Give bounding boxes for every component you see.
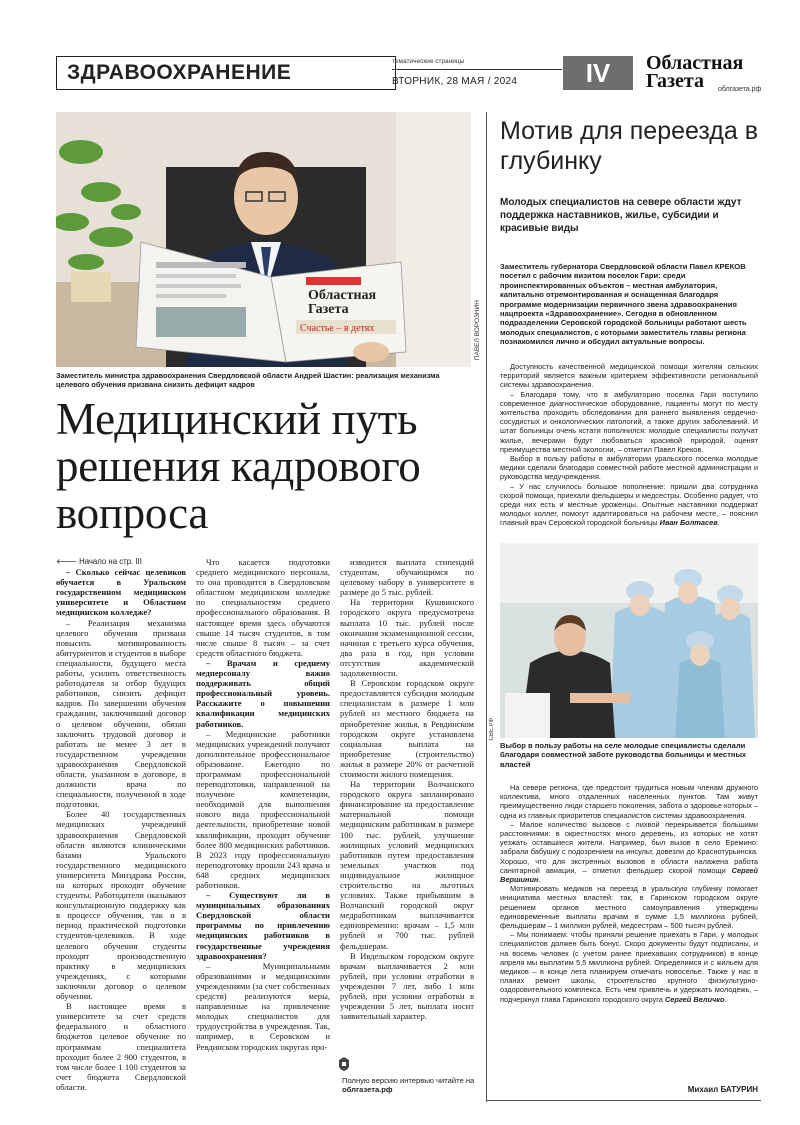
side-body1-p3: – У нас случилось большое пополнение: пришли два сотрудника скорой помощи, приехали фельдшеры и медсестры. Особенно радует, что среди них есть и местные уроженцы. Опытные наставники поддержат молодых коллег, помогут адаптироваться на рабочем месте, – пояснил главный врач Серовской городской больницы Иван Болтасев.: [500, 481, 758, 528]
col2-paragraph: Что касается подготовки среднего медицинского персонала, то она проводится в Свердловском областном медицинском колледже по специальностям среднего профессионального образования. В настоящее время здесь обучаются свыше 14 тысяч студентов, в том числе свыше 8 тысяч – за счет средств областного бюджета.: [196, 557, 330, 658]
col3-paragraph: В Ивдельском городском округе врачам выплачивается 2 млн рублей, при условии отработки в учреждении 7 лет, либо 1 млн рублей, при условии отработки в учреждении 5 лет, выплата носит заявительный характер.: [340, 950, 474, 1022]
col3-paragraph: В Серовском городском округе предоставляется субсидия молодым специалистам в размере 1 млн рублей из местного бюджета на приобретение жилья, в Ревдинском городском округе установлена социальная выплата на приобретение (строительство) жилья в размере 20% от расчетной стоимости жилого помещения.: [340, 678, 474, 779]
logo-site: облгазета.рф: [718, 86, 762, 93]
side-body1-p0: Доступность качественной медицинской помощи жителям сельских территорий является важным критерием эффективности региональной системы здравоохранения.: [500, 362, 758, 390]
col2-paragraph: – Муниципальными образованиями и медицинскими учреждениями (за счет собственных средств) реализуются меры, направленные на привлечение молодых специалистов для трудоустройства в учреждения. Так, например, в Серовском и Ревдинском городских округах про-: [196, 960, 330, 1052]
column-1-body: [56, 567, 186, 1092]
side-body2-p2: Мотивировать медиков на переезд в уральскую глубинку помогает инициатива местных властей: так, в Гаринском городском округе решением органов местного самоуправления утверждены единовременные выплаты врачам в сумме 1,5 миллиона рублей, фельдшерам – 1 миллион рублей, медсестрам – 500 тысяч рублей.: [500, 884, 758, 931]
col3-paragraph: изводится выплата стипендий студентам, обучающимся по целевому набору в университете в размере до 5 тыс. рублей.: [340, 557, 474, 598]
right-column-border-bottom: [486, 1100, 761, 1101]
newspaper-title-line1: Областная: [308, 288, 377, 303]
col1-paragraph: – Реализация механизма целевого обучения призвана повысить мотивированность абитуриентов и студентов в выборе специальности, будущего места работы, усилить ответственность работодателя за отбор будущих работников, снизить дефицит кадров. По завершении обучения гражданин, заключивший договор о целевом обучении, обязан заключить трудовой договор и работать не менее 3 лет в государственном учреждении здравоохранения Свердловской области, указанном в договоре, в должности врача по специальности, полученной в ходе подготовки.: [56, 617, 186, 810]
photo2-caption: Выбор в пользу работы на селе молодые специалисты сделали благодаря совместной заботе руководства больницы и местных властей: [500, 741, 747, 769]
region-emblem-icon: [338, 1057, 350, 1071]
photo-young-medics: [500, 543, 758, 738]
paramedic-name: Сергей Вершинин: [500, 865, 758, 885]
right-column-border: [486, 112, 487, 1102]
column-2-body: [196, 557, 330, 1052]
col2-paragraph: – Медицинские работники медицинских учреждений получают дополнительное профессиональное образование. Ежегодно по программам профессиональной переподготовки, направленной на получение компетенции, необходимой для выполнения нового вида профессиональной деятельности, приобретение новой квалификации, проходят обучение более 800 медицинских работников. В 2023 году профессиональную переподготовку прошли 243 врача и 648 средних медицинских работников.: [196, 728, 330, 890]
side-body2-p0: На севере региона, где предстоит трудиться новым членам дружного коллектива, много отдаленных населенных пунктов. Там живут преимущественно люди старшего поколения, забота о здоровье которых – одна из главных приоритетов специалистов системы здравоохранения.: [500, 783, 759, 820]
col1-paragraph: Более 40 государственных медицинских учреждений здравоохранения Свердловской области являются клиническими базами Уральского государственного медицинского университета Минздрава России, на которых проходят обучение студенты. Работодатели оказывают консультационную поддержку как в процессе обучения, так и в период практической подготовки студентов-целевиков. В ходе целевого обучения студенты проходят производственную практику в медицинских учреждениях, с которыми заключили договор о целевом обучении.: [56, 809, 186, 1002]
article-column-3: [340, 557, 474, 1021]
logo-line1: Областная: [646, 52, 744, 74]
newspaper-logo: [646, 54, 766, 90]
side-body1-p2: Выбор в пользу работы в амбулатории уральского поселка молодые медики сделали благодаря совместной работе местной администрации и руководства медучреждения.: [500, 454, 758, 482]
head-name: Сергей Величко: [664, 994, 725, 1004]
newspaper-headline: Счастье – в детях: [300, 323, 375, 334]
photo-deputy-minister-illustration: [56, 112, 471, 367]
column-3-body: [340, 557, 474, 1021]
col3-paragraph: На территории Кушвинского городского округа предусмотрена выплата 10 тыс. рублей после окончания экзаменационной сессии, начиная с третьего курса обучения, два раза в год, при условии отсутствия академической задолженности.: [340, 597, 474, 679]
issue-date: ВТОРНИК, 28 МАЯ / 2024: [392, 76, 518, 87]
photo-deputy-minister: [56, 112, 471, 367]
article-author: Михаил БАТУРИН: [687, 1085, 758, 1094]
logo-line2: Газета: [646, 70, 704, 92]
col2-paragraph: – Врачам и среднему медперсоналу важно поддерживать общий профессиональный уровень. Расскажите о повышении квалификации медицинских работников.: [196, 657, 330, 729]
photo2-credit: СВЕ.РФ: [489, 718, 495, 741]
photo-young-medics-illustration: [500, 543, 758, 738]
thematic-label: тематические страницы: [392, 58, 465, 65]
col3-paragraph: На территории Волчанского городского округа запланировано финансирование на предоставление материальной помощи медицинским работникам в размере 100 тыс. рублей, улучшение жилищных условий медицинских работников путем предоставления земельных участков под индивидуальное жилищное строительство на льготных условиях. Также прибывшим в Волчанский городской округ медработникам выплачивается единовременно: врачам – 1,5 млн рублей и 700 тыс. рублей фельдшерам.: [340, 779, 474, 951]
full-interview-link[interactable]: облгазета.рф: [342, 1085, 393, 1095]
main-headline: Медицинский путь решения кадрового вопроса: [56, 394, 421, 538]
side-subheadline: Молодых специалистов на севере области ждут поддержка наставников, жилье, субсидии и красивые виды: [500, 197, 742, 234]
photo1-credit: ПАВЕЛ ВОРОЗНИН: [474, 300, 481, 361]
section-title: ЗДРАВООХРАНЕНИЕ: [67, 61, 292, 84]
col1-paragraph: – Сколько сейчас целевиков обучается в Уральском государственном медицинском университете и Областном медицинском колледже?: [56, 567, 186, 618]
continued-from: 🡐 Начало на стр. III: [56, 557, 142, 566]
side-body-1: [500, 362, 758, 528]
side-headline: Мотив для переезда в глубинку: [500, 117, 758, 175]
article-column-2: [196, 557, 330, 1052]
side-body2-p1: – Малое количество вызовов с лихвой перекрывается большими расстояниями: в окрестностях много деревень, из которых не хотят уезжать оставшиеся жители. Например, был вызов в село Еремино: забрали бабушку с подозрением на инсульт, довезли до Краснотурьинска. Хорошо, что для экстренных вызовов в области налажена работа санитарной авиации, – отметил фельдшер скорой помощи Сергей Вершинин.: [500, 819, 758, 885]
side-body2-p3: – Мы понимаем: чтобы приняли решение приехать в Гари, у молодых специалистов должен быть бонус. Скоро документы будут подписаны, и на восемь человек (с учетом ранее приехавших сотрудников) в конце апреля мы выплатим 5,5 миллиона рублей. Определимся и с жильем для медиков – в конце лета планируем отмечать новоселье. Также у нас в планах ремонт школы, строительство крупного физкультурно-оздоровительного комплекса. Есть чем привлечь и удержать молодежь, – подчеркнул глава Гаринского городского округа Сергей Величко.: [500, 930, 758, 1004]
side-lead: Заместитель губернатора Свердловской области Павел КРЕКОВ посетил с рабочим визитом поселок Гари: среди проинспектированных объектов – местная амбулатория, капитально отремонтированная и оснащенная благодаря программе модернизации первичного звена здравоохранения нацпроекта «Здравоохранение». Сегодня в обновленном подразделении Серовской городской больницы работают шесть молодых специалистов, с которыми заместитель главы региона познакомился лично и обсудил актуальные вопросы.: [500, 262, 747, 347]
col2-paragraph: – Существуют ли в муниципальных образованиях Свердловской области программы по привлечению медицинских работников в государственные учреждения здравоохранения?: [196, 890, 330, 961]
arrow-left-icon: 🡐: [56, 557, 80, 566]
side-body1-p1: – Благодаря тому, что в амбулаторию поселка Гари поступило современное диагностическое оборудование, пациенты могут по месту жительства проходить обследования для раннего выявления сердечно-сосудистых и онкологических патологий, а также других заболеваний. И штат больницы очень кстати пополнился: молодые специалисты получат жилье, вечерами будут любоваться красивой природой, оценят преимущества местной экологии, – отметил Павел Креков.: [500, 389, 758, 454]
col1-paragraph: В настоящее время в университете за счет средств федерального и областного бюджетов целевое обучение по программам специалитета проходит более 2 900 студентов, в том числе более 1 100 студентов за счет бюджета Свердловской области.: [56, 1001, 186, 1092]
newspaper-title-line2: Газета: [308, 302, 349, 317]
photo1-caption: Заместитель министра здравоохранения Свердловской области Андрей Шастин: реализация механизма целевого обучения призвана снизить дефицит кадров: [56, 371, 440, 389]
header-divider: [392, 69, 562, 70]
page-number: IV: [563, 56, 633, 90]
section-header: [56, 56, 396, 90]
article-column-1: [56, 557, 186, 1092]
side-body-2: [500, 783, 758, 1004]
full-interview-note: Полную версию интервью читайте на облгазета.рф: [342, 1076, 475, 1095]
chief-doctor-name: Иван Болтасев: [659, 518, 718, 528]
